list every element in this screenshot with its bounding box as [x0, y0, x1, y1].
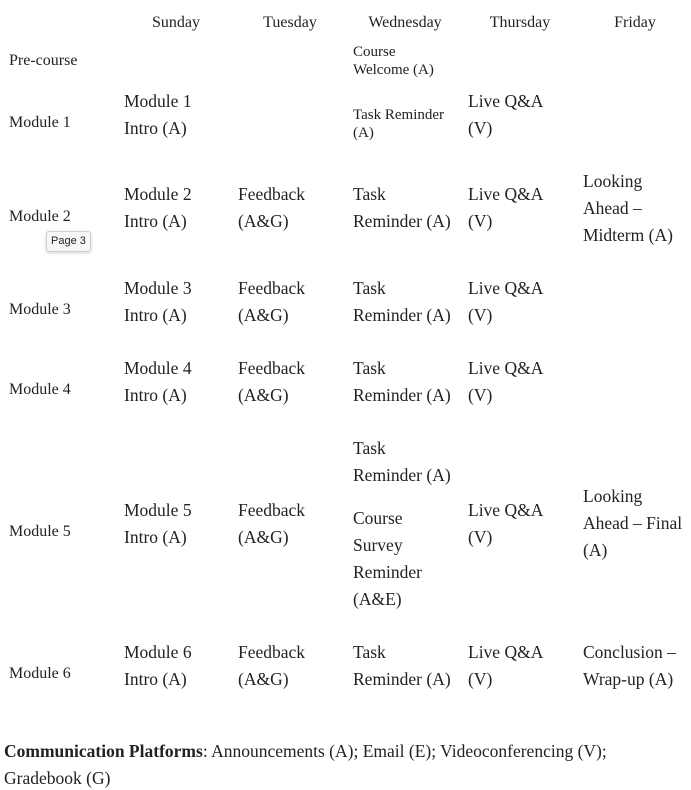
m5-wednesday-survey-cell: Course Survey Reminder (A&E): [353, 508, 423, 609]
m1-wednesday-cell: Task Reminder (A): [353, 107, 445, 141]
m1-thursday-cell: Live Q&A (V): [468, 91, 544, 138]
m5-thursday-cell: Live Q&A (V): [468, 500, 544, 547]
m2-thursday-cell: Live Q&A (V): [468, 184, 544, 231]
m5-sunday-cell: Module 5 Intro (A): [124, 500, 192, 547]
m5-wednesday-task-cell: Task Reminder (A): [353, 438, 451, 485]
m4-wednesday-cell: Task Reminder (A): [353, 358, 451, 405]
m6-sunday-cell: Module 6 Intro (A): [124, 642, 192, 689]
row-label-module-2: Module 2: [9, 208, 71, 225]
m4-sunday-cell: Module 4 Intro (A): [124, 358, 192, 405]
header-thursday: Thursday: [489, 14, 551, 31]
m5-friday-cell: Looking Ahead – Final (A): [583, 486, 683, 560]
footer-label: Communication Platforms: [4, 741, 203, 761]
row-label-module-4: Module 4: [9, 381, 71, 398]
m3-sunday-cell: Module 3 Intro (A): [124, 278, 192, 325]
header-friday: Friday: [614, 14, 656, 31]
m4-thursday-cell: Live Q&A (V): [468, 358, 544, 405]
row-label-module-1: Module 1: [9, 114, 71, 131]
row-label-module-3: Module 3: [9, 301, 71, 318]
m2-tuesday-cell: Feedback (A&G): [238, 184, 306, 231]
m2-sunday-cell: Module 2 Intro (A): [124, 184, 192, 231]
m4-tuesday-cell: Feedback (A&G): [238, 358, 306, 405]
m3-thursday-cell: Live Q&A (V): [468, 278, 544, 325]
row-label-precourse: Pre-course: [9, 52, 78, 69]
row-label-module-5: Module 5: [9, 523, 71, 540]
precourse-wednesday-cell: Course Welcome (A): [353, 44, 434, 78]
m6-wednesday-cell: Task Reminder (A): [353, 642, 451, 689]
m2-wednesday-cell: Task Reminder (A): [353, 184, 451, 231]
m5-tuesday-cell: Feedback (A&G): [238, 500, 306, 547]
footer-text: : Announcements (A); Email (E); Videoconferencing (V); Gradebook (G): [4, 741, 607, 788]
m3-tuesday-cell: Feedback (A&G): [238, 278, 306, 325]
m6-tuesday-cell: Feedback (A&G): [238, 642, 306, 689]
header-tuesday: Tuesday: [263, 14, 317, 31]
m6-friday-cell: Conclusion – Wrap-up (A): [583, 642, 676, 689]
m2-friday-cell: Looking Ahead – Midterm (A): [583, 171, 673, 245]
row-label-module-6: Module 6: [9, 665, 71, 682]
page-tooltip: Page 3: [46, 231, 91, 252]
m3-wednesday-cell: Task Reminder (A): [353, 278, 451, 325]
header-wednesday: Wednesday: [368, 14, 442, 31]
m1-sunday-cell: Module 1 Intro (A): [124, 91, 192, 138]
communication-platforms-note: [4, 738, 664, 790]
header-sunday: Sunday: [152, 14, 200, 31]
m6-thursday-cell: Live Q&A (V): [468, 642, 544, 689]
